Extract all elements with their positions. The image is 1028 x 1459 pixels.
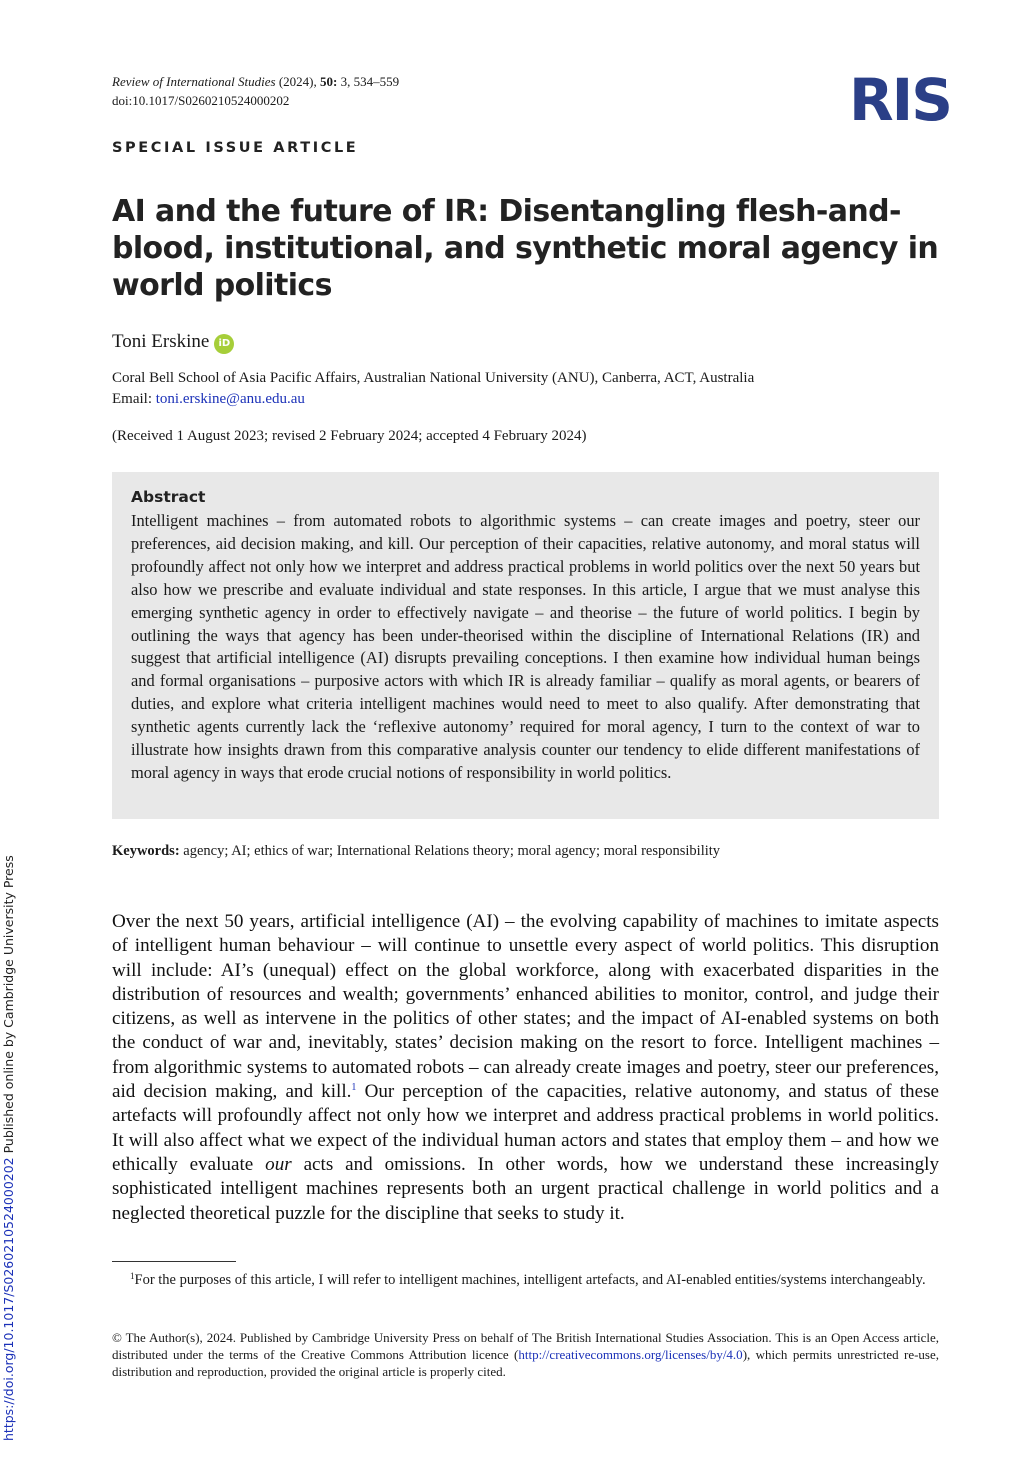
abstract-box [112, 472, 939, 819]
email-line [112, 389, 754, 410]
footnote [112, 1270, 939, 1290]
license-notice [112, 1329, 939, 1380]
side-publication-note [0, 855, 18, 1445]
body-paragraph [112, 910, 939, 1226]
footnote-ref[interactable]: 1 [351, 1082, 357, 1094]
affiliation-block [112, 368, 754, 410]
article-type: SPECIAL ISSUE ARTICLE [112, 140, 359, 156]
journal-name: Review of International Studies [112, 74, 276, 89]
footnote-number: 1 [130, 1271, 135, 1281]
body-emphasis: our [265, 1153, 292, 1175]
email-label: Email: [112, 391, 152, 407]
article-dates: (Received 1 August 2023; revised 2 February 2024; accepted 4 February 2024) [112, 428, 587, 444]
affiliation: Coral Bell School of Asia Pacific Affairs, Australian National University (ANU), Canberra, ACT, Australia [112, 370, 755, 386]
body-text-part1: Over the next 50 years, artificial intelligence (AI) – the evolving capability of machines to imitate aspects of intelligent human behaviour – will continue to unsettle every aspect of world politics. This disruption will include: AI’s (unequal) effect on the global workforce, along with exacerbated disparities in the distribution of resources and wealth; governments’ enhanced abilities to monitor, control, and judge their citizens, as well as intervene in the politics of other states; and the impact of AI-enabled systems on both the conduct of war and, inevitably, states’ decision making on the resort to force. Intelligent machines – from algorithmic systems to automated robots – can already create images and poetry, steer our preferences, aid decision making, and kill. [112, 911, 939, 1103]
doi-line: doi:10.1017/S0260210524000202 [112, 93, 290, 108]
license-text-part2: ), which permits unrestricted re-use, distribution and reproduction, provided the original article is properly cited. [112, 1347, 939, 1379]
side-doi-link[interactable]: https://doi.org/10.1017/S0260210524000202 [1, 1157, 16, 1441]
footnote-text: For the purposes of this article, I will refer to intelligent machines, intelligent artefacts, and AI-enabled entities/systems interchangeably. [134, 1272, 926, 1288]
email-link[interactable]: toni.erskine@anu.edu.au [155, 391, 305, 407]
journal-volume: 50: [319, 74, 338, 89]
orcid-icon[interactable]: iD [214, 334, 234, 354]
keywords-list: agency; AI; ethics of war; International Relations theory; moral agency; moral responsibility [183, 843, 721, 859]
body-text-part2: Our perception of the capacities, relative autonomy, and status of these artefacts will profoundly affect not only how we interpret and address practical problems in world politics. It will also affect what we expect of the individual human actors and states that employ them – and how we ethically evaluate [112, 1081, 939, 1175]
body-text-part3: acts and omissions. In other words, how we understand these increasingly sophisticated intelligent machines represents both an urgent practical challenge in world politics and a neglected theoretical puzzle for the discipline that seeks to study it. [112, 1153, 940, 1224]
license-text-part1: © The Author(s), 2024. Published by Cambridge University Press on behalf of The British International Studies Association. This is an Open Access article, distributed under the terms of the Creative Commons Attribution licence ( [112, 1330, 939, 1362]
abstract-heading: Abstract [131, 488, 206, 506]
footnote-divider [112, 1261, 236, 1262]
abstract-text: Intelligent machines – from automated robots to algorithmic systems – can create images and poetry, steer our preferences, aid decision making, and kill. Our perception of their capacities, relative autonomy, and moral status will profoundly affect not only how we interpret and address practical problems in world politics over the next 50 years but also how we prescribe and evaluate individual and state responses. In this article, I argue that we must analyse this emerging synthetic agency in order to effectively navigate – and theorise – the future of world politics. I begin by outlining the ways that agency has been under-theorised within the discipline of International Relations (IR) and suggest that artificial intelligence (AI) disrupts prevailing conceptions. I then examine how individual human beings and formal organisations – purposive actors with which IR is already familiar – qualify as moral agents, or bearers of duties, and explore what criteria intelligent machines would need to meet to also qualify. After demonstrating that synthetic agents currently lack the ‘reflexive autonomy’ required for moral agency, I turn to the context of war to illustrate how insights drawn from this comparative analysis counter our tendency to elide different manifestations of moral agency in ways that erode crucial notions of responsibility in world politics. [131, 511, 920, 782]
article-title: AI and the future of IR: Disentangling flesh-and-blood, institutional, and synthetic moral agency in world politics [112, 194, 939, 303]
side-publisher-text: Published online by Cambridge University Press [1, 855, 16, 1158]
keywords-label: Keywords: [112, 843, 180, 859]
license-link[interactable]: http://creativecommons.org/licenses/by/4.0 [518, 1347, 743, 1362]
journal-pages: 3, 534–559 [340, 74, 400, 89]
author-name[interactable]: Toni Erskine [112, 331, 210, 352]
journal-logo: RIS [849, 66, 952, 134]
journal-year: (2024), [278, 74, 317, 89]
journal-citation [112, 73, 399, 91]
author-line [112, 330, 234, 354]
keywords-line [112, 841, 720, 861]
